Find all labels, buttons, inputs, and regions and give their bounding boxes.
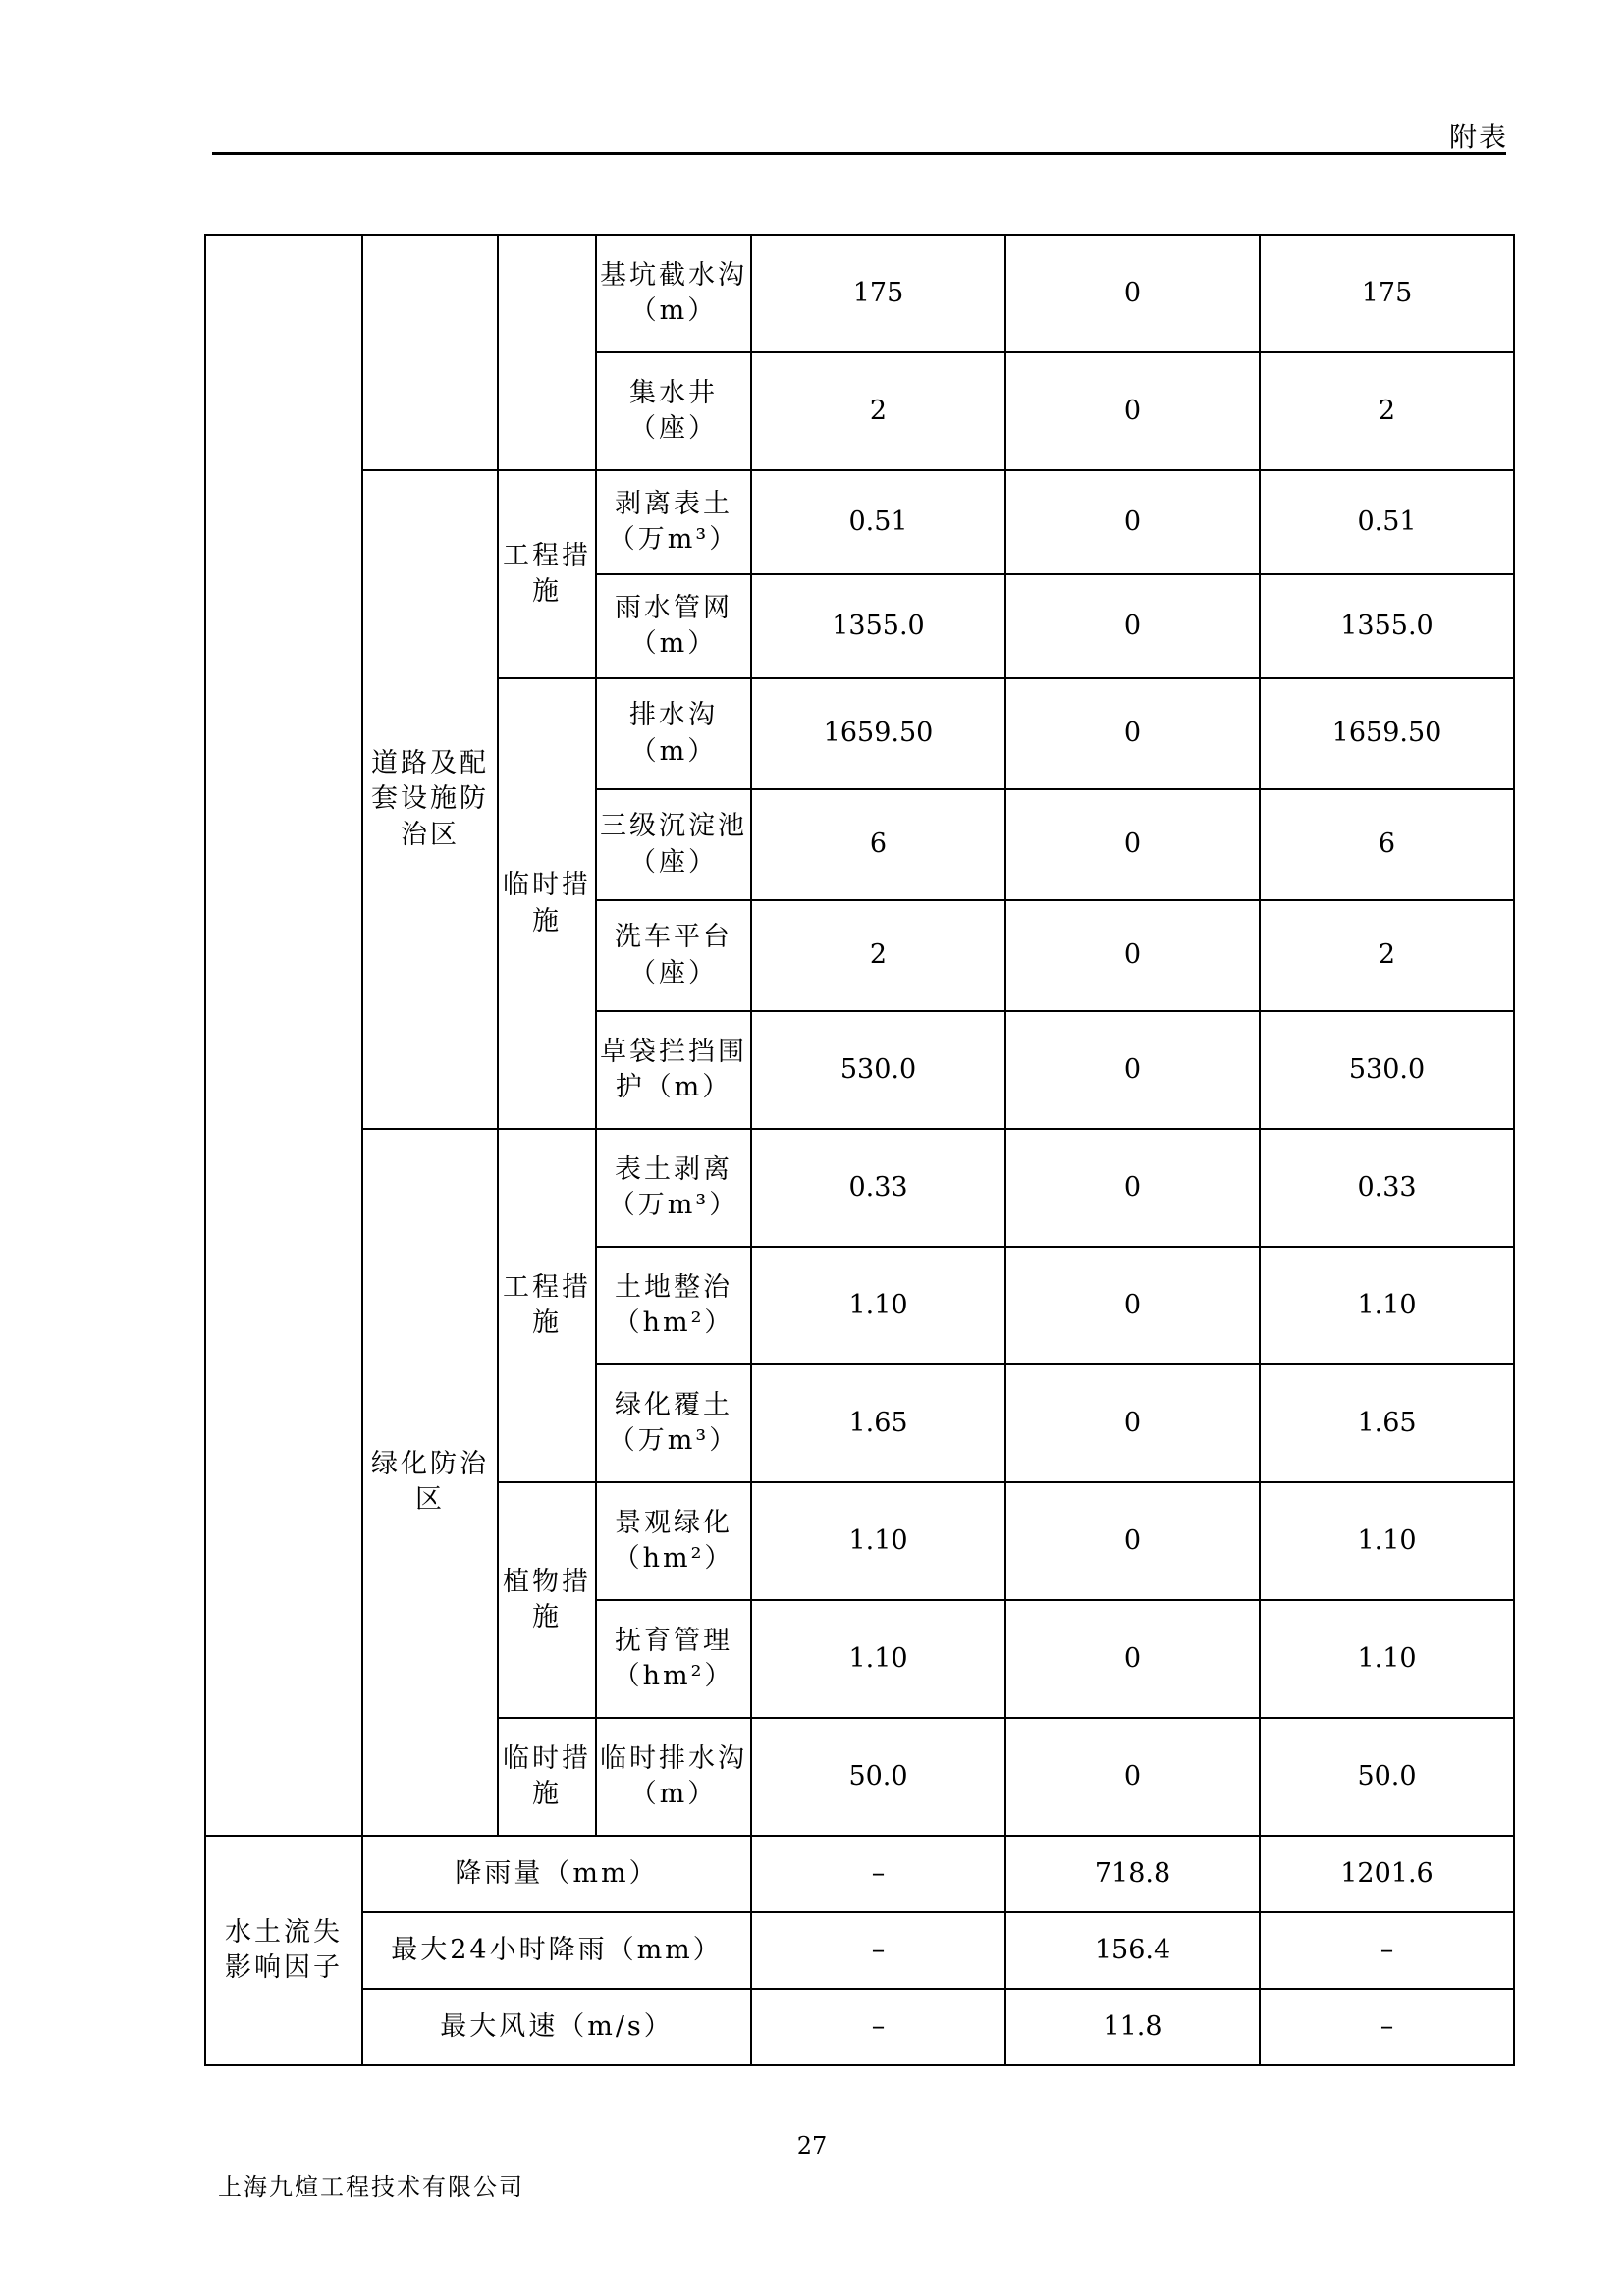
value-cell: 1659.50 [1260,678,1514,789]
value-cell: 1355.0 [1260,574,1514,678]
item-cell: 排水沟 （m） [596,678,751,789]
value-cell: 0.33 [1260,1129,1514,1247]
measures-table [204,234,1515,2066]
factor-row [205,1912,1514,1989]
value-cell: 530.0 [1260,1011,1514,1129]
value-cell: 718.8 [1005,1836,1260,1912]
blank-measure-cell [498,235,596,470]
value-cell: – [751,1836,1005,1912]
table-row [205,1129,1514,1247]
item-cell: 洗车平台 （座） [596,900,751,1011]
measure-road-temporary: 临时措 施 [498,678,596,1129]
measure-road-engineering: 工程措 施 [498,470,596,678]
value-cell: 0 [1005,1600,1260,1718]
item-cell: 集水井 （座） [596,352,751,470]
value-cell: 156.4 [1005,1912,1260,1989]
value-cell: 175 [1260,235,1514,352]
value-cell: 1.10 [1260,1600,1514,1718]
value-cell: 1.10 [751,1600,1005,1718]
blank-zone-cell [362,235,498,470]
factor-row [205,1989,1514,2065]
factor-label: 降雨量（mm） [362,1836,751,1912]
value-cell: 0.51 [1260,470,1514,574]
value-cell: 0 [1005,352,1260,470]
blank-group-cell [205,235,362,1836]
value-cell: 0 [1005,789,1260,900]
value-cell: 1.10 [1260,1247,1514,1364]
value-cell: 50.0 [1260,1718,1514,1836]
company-name: 上海九煊工程技术有限公司 [218,2173,524,2201]
value-cell: 6 [751,789,1005,900]
value-cell: 0 [1005,1482,1260,1600]
value-cell: – [1260,1989,1514,2065]
item-cell: 表土剥离 （万m³） [596,1129,751,1247]
item-cell: 剥离表土 （万m³） [596,470,751,574]
value-cell: 1.10 [1260,1482,1514,1600]
value-cell: 0 [1005,1011,1260,1129]
value-cell: 1.65 [751,1364,1005,1482]
item-cell: 基坑截水沟 （m） [596,235,751,352]
value-cell: 2 [1260,900,1514,1011]
zone-road: 道路及配 套设施防 治区 [362,470,498,1129]
value-cell: 50.0 [751,1718,1005,1836]
value-cell: 0.33 [751,1129,1005,1247]
factor-group-label: 水土流失 影响因子 [205,1836,362,2065]
item-cell: 绿化覆土 （万m³） [596,1364,751,1482]
item-cell: 土地整治 （hm²） [596,1247,751,1364]
value-cell: 0 [1005,470,1260,574]
value-cell: 0 [1005,1718,1260,1836]
value-cell: 0 [1005,678,1260,789]
measure-green-plant: 植物措 施 [498,1482,596,1718]
value-cell: 2 [751,352,1005,470]
header-rule [212,152,1506,155]
value-cell: 0 [1005,235,1260,352]
factor-label: 最大24小时降雨（mm） [362,1912,751,1989]
value-cell: 1.65 [1260,1364,1514,1482]
value-cell: 1.10 [751,1482,1005,1600]
value-cell: 6 [1260,789,1514,900]
value-cell: – [751,1912,1005,1989]
table-row [205,235,1514,352]
value-cell: – [751,1989,1005,2065]
item-cell: 草袋拦挡围 护（m） [596,1011,751,1129]
value-cell: 0 [1005,1247,1260,1364]
value-cell: 530.0 [751,1011,1005,1129]
value-cell: 1659.50 [751,678,1005,789]
factor-row [205,1836,1514,1912]
item-cell: 三级沉淀池 （座） [596,789,751,900]
value-cell: 1.10 [751,1247,1005,1364]
page-number: 27 [796,2132,828,2160]
value-cell: 1201.6 [1260,1836,1514,1912]
value-cell: 175 [751,235,1005,352]
value-cell: 11.8 [1005,1989,1260,2065]
item-cell: 雨水管网 （m） [596,574,751,678]
value-cell: 2 [751,900,1005,1011]
value-cell: 0 [1005,1129,1260,1247]
value-cell: 1355.0 [751,574,1005,678]
measure-green-temporary: 临时措 施 [498,1718,596,1836]
factor-label: 最大风速（m/s） [362,1989,751,2065]
value-cell: 0 [1005,1364,1260,1482]
item-cell: 临时排水沟 （m） [596,1718,751,1836]
item-cell: 抚育管理 （hm²） [596,1600,751,1718]
zone-green: 绿化防治 区 [362,1129,498,1836]
value-cell: 2 [1260,352,1514,470]
header-label: 附表 [1448,121,1508,153]
item-cell: 景观绿化 （hm²） [596,1482,751,1600]
measure-green-engineering: 工程措 施 [498,1129,596,1482]
value-cell: 0 [1005,900,1260,1011]
value-cell: 0.51 [751,470,1005,574]
value-cell: – [1260,1912,1514,1989]
value-cell: 0 [1005,574,1260,678]
table-row [205,470,1514,574]
